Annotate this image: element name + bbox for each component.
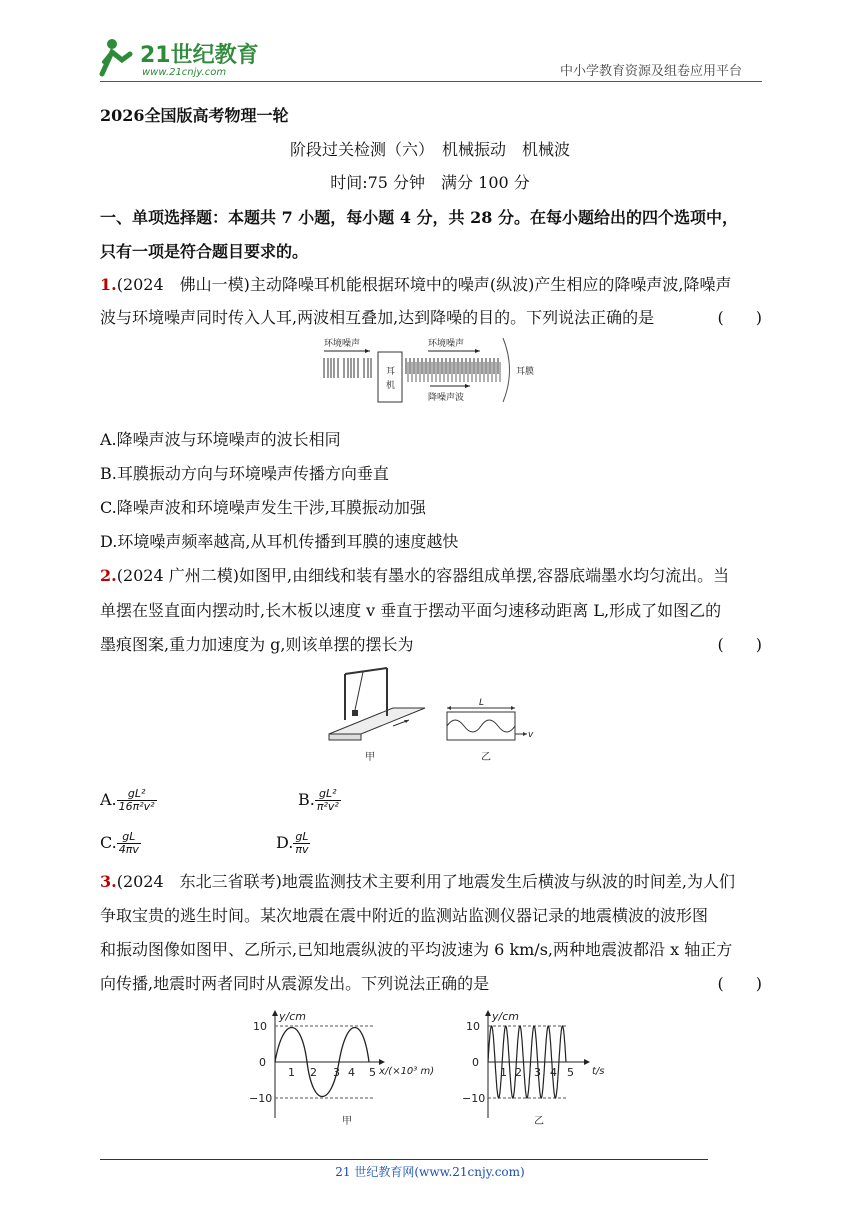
time-info: 时间:75 分钟 满分 100 分	[330, 173, 530, 192]
q1-option-a: A.降噪声波与环境噪声的波长相同	[100, 430, 341, 449]
svg-text:v: v	[528, 730, 534, 740]
q2-option-c: C. $\frac{gL}{4\pi v}$	[100, 830, 139, 856]
svg-text:3: 3	[333, 1066, 340, 1079]
q1-option-b: B.耳膜振动方向与环境噪声传播方向垂直	[100, 464, 389, 483]
header-divider	[100, 81, 762, 82]
q3-line3: 和振动图像如图甲、乙所示,已知地震纵波的平均波速为 6 km/s,两种地震波都沿 x 轴正方	[100, 940, 733, 959]
svg-text:2: 2	[515, 1066, 522, 1079]
q2-answer-paren: ( )	[717, 635, 762, 654]
q1-line2: 波与环境噪声同时传入人耳,两波相互叠加,达到降噪的目的。下列说法正确的是 ( )	[100, 303, 762, 333]
svg-text:−10: −10	[462, 1092, 486, 1105]
svg-text:t/s: t/s	[592, 1066, 605, 1077]
q1-option-d: D.环境噪声频率越高,从耳机传播到耳膜的速度越快	[100, 532, 459, 551]
q2-option-c-fraction: $\frac{gL}{4\pi v}$	[118, 830, 139, 856]
q1-figure	[320, 334, 540, 404]
svg-text:5: 5	[567, 1066, 574, 1079]
q2-option-b-fraction: $\frac{\text{gL²}}{\text{π²v²}}$	[316, 787, 339, 813]
header-platform-text: 中小学教育资源及组卷应用平台	[560, 64, 743, 79]
svg-text:−10: −10	[249, 1092, 273, 1105]
svg-text:x/(×10³ m): x/(×10³ m)	[379, 1066, 435, 1077]
q3-figure-a	[245, 1006, 455, 1130]
svg-text:y/cm: y/cm	[492, 1010, 519, 1023]
section-heading-line1: 一、单项选择题：本题共 7 小题，每小题 4 分，共 28 分。在每小题给出的四个选项中，	[100, 208, 738, 227]
logo-url: www.21cnjy.com	[142, 67, 227, 78]
q2-option-d-fraction: $\frac{gL}{\pi v}$	[295, 830, 309, 856]
svg-text:1: 1	[500, 1066, 507, 1079]
svg-text:y/cm: y/cm	[279, 1010, 306, 1023]
q2-number: 2.	[100, 566, 117, 585]
svg-text:降噪声波: 降噪声波	[428, 393, 465, 403]
q2-option-b: B. $\frac{\text{gL²}}{\text{π²v²}}$	[298, 787, 339, 813]
svg-text:10: 10	[253, 1020, 267, 1033]
svg-text:甲: 甲	[342, 1116, 352, 1127]
svg-text:环境噪声: 环境噪声	[324, 339, 361, 349]
q2-line2: 单摆在竖直面内摆动时,长木板以速度 v 垂直于摆动平面匀速移动距离 L,形成了如图乙的	[100, 601, 722, 620]
q3-line2: 争取宝贵的逃生时间。某次地震在震中附近的监测站监测仪器记录的地震横波的波形图	[100, 906, 709, 925]
q2-figure	[325, 664, 540, 764]
logo	[94, 34, 264, 78]
svg-text:3: 3	[534, 1066, 541, 1079]
svg-text:1: 1	[288, 1066, 295, 1079]
svg-text:5: 5	[369, 1066, 376, 1079]
svg-text:L: L	[479, 698, 485, 708]
q1-line1: 1.(2024 佛山一模)主动降噪耳机能根据环境中的噪声(纵波)产生相应的降噪声波,降噪声	[100, 275, 732, 294]
q3-figure-b	[460, 1006, 630, 1130]
svg-text:乙: 乙	[534, 1116, 544, 1127]
svg-text:4: 4	[348, 1066, 355, 1079]
svg-text:甲: 甲	[365, 752, 375, 763]
q2-option-a-fraction: $\frac{\text{gL²}}{\text{16π²v²}}$	[118, 787, 155, 813]
q2-line3: 墨痕图案,重力加速度为 g,则该单摆的摆长为 ( )	[100, 630, 762, 660]
q1-answer-paren: ( )	[717, 308, 762, 327]
page-title: 阶段过关检测（六） 机械振动 机械波	[289, 140, 570, 159]
footer-text: 21 世纪教育网(www.21cnjy.com)	[335, 1165, 525, 1179]
svg-text:乙: 乙	[481, 752, 491, 763]
svg-text:10: 10	[466, 1020, 480, 1033]
svg-text:耳膜: 耳膜	[516, 367, 535, 377]
q3-number: 3.	[100, 872, 117, 891]
q1-number: 1.	[100, 275, 117, 294]
logo-title: 21世纪教育	[140, 43, 259, 68]
q2-option-d: D. $\frac{gL}{\pi v}$	[276, 830, 309, 856]
section-heading-line2: 只有一项是符合题目要求的。	[100, 242, 309, 261]
q3-line1: 3.(2024 东北三省联考)地震监测技术主要利用了地震发生后横波与纵波的时间差,为人们	[100, 872, 735, 891]
svg-text:4: 4	[550, 1066, 557, 1079]
series-title: 2026全国版高考物理一轮	[100, 106, 289, 125]
q3-line4: 向传播,地震时两者同时从震源发出。下列说法正确的是 ( )	[100, 969, 762, 999]
svg-text:2: 2	[310, 1066, 317, 1079]
svg-text:耳: 耳	[386, 367, 396, 377]
svg-text:环境噪声: 环境噪声	[428, 339, 465, 349]
q3-answer-paren: ( )	[717, 974, 762, 993]
footer-divider	[100, 1159, 708, 1160]
svg-text:0: 0	[259, 1056, 266, 1069]
q1-option-c: C.降噪声波和环境噪声发生干涉,耳膜振动加强	[100, 498, 426, 517]
svg-text:0: 0	[472, 1056, 479, 1069]
q2-line1: 2.(2024 广州二模)如图甲,由细线和装有墨水的容器组成单摆,容器底端墨水均匀流出。当	[100, 566, 730, 585]
svg-text:机: 机	[386, 381, 396, 391]
q2-option-a: A. $\frac{\text{gL²}}{\text{16π²v²}}$	[100, 787, 155, 813]
